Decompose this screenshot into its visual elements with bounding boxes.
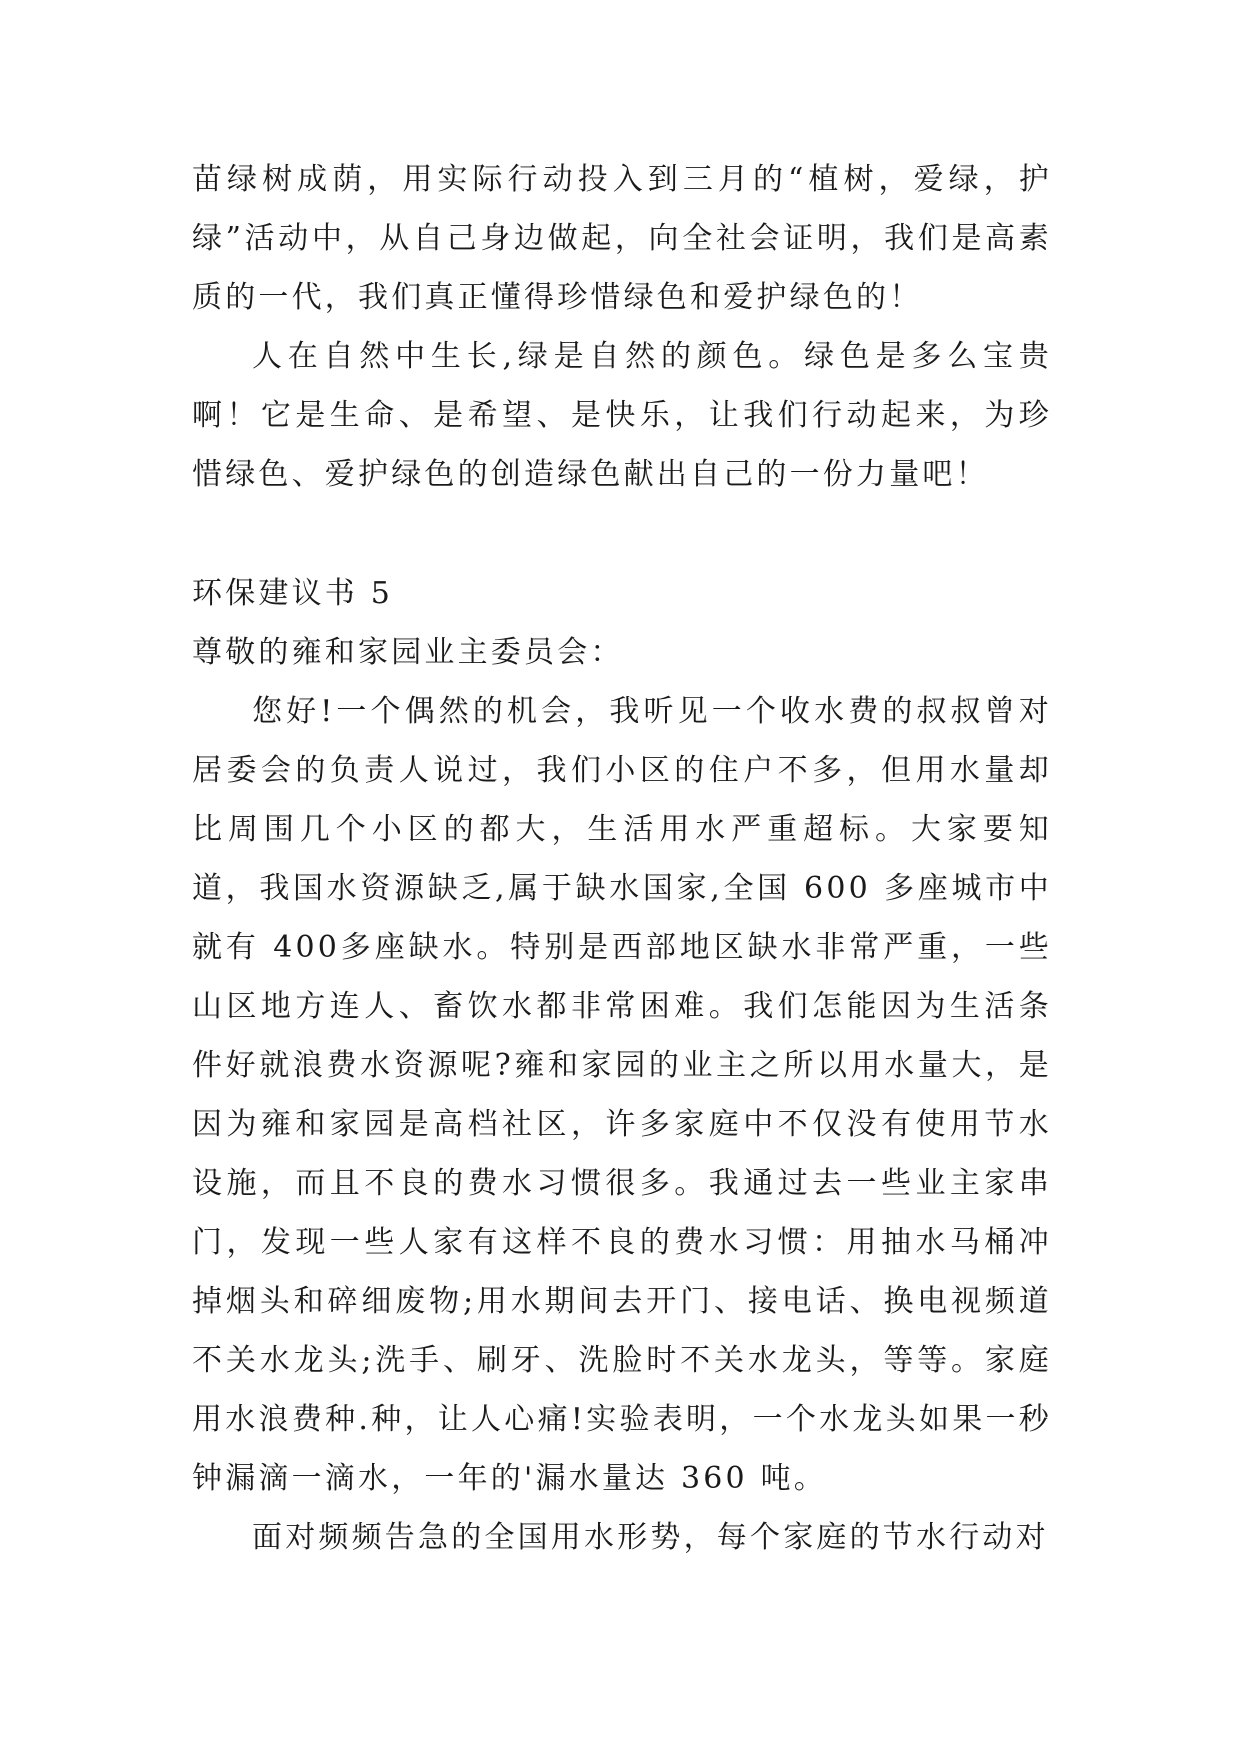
paragraph-green-nature: 人在自然中生长,绿是自然的颜色。绿色是多么宝贵啊！它是生命、是希望、是快乐，让我们行动起来，为珍惜绿色、爱护绿色的创造绿色献出自己的一份力量吧！	[192, 339, 1052, 492]
section-title: 环保建议书 5	[192, 576, 394, 611]
salutation: 尊敬的雍和家园业主委员会：	[192, 635, 624, 670]
paragraph-water-situation: 面对频频告急的全国用水形势，每个家庭的节水行动对	[252, 1520, 1049, 1555]
paragraph-tree-planting: 苗绿树成荫，用实际行动投入到三月的“植树，爱绿，护绿”活动中，从自己身边做起，向全社会证明，我们是高素质的一代，我们真正懂得珍惜绿色和爱护绿色的！	[192, 162, 1052, 315]
section-spacer	[192, 504, 1052, 564]
document-page	[192, 150, 1052, 1567]
paragraph-water-waste: 您好!一个偶然的机会，我听见一个收水费的叔叔曾对居委会的负责人说过，我们小区的住户不多，但用水量却比周围几个小区的都大，生活用水严重超标。大家要知道，我国水资源缺乏,属于缺水国家,全国 600 多座城市中就有 400多座缺水。特别是西部地区缺水非常严重，一些山区地方连人、畜饮水都非常困难。我们怎能因为生活条件好就浪费水资源呢?雍和家园的业主之所以用水量大，是因为雍和家园是高档社区，许多家庭中不仅没有使用节水设施，而且不良的费水习惯很多。我通过去一些业主家串门，发现一些人家有这样不良的费水习惯：用抽水马桶冲掉烟头和碎细废物;用水期间去开门、接电话、换电视频道不关水龙头;洗手、刷牙、洗脸时不关水龙头，等等。家庭用水浪费种.种，让人心痛!实验表明，一个水龙头如果一秒钟漏滴一滴水，一年的'漏水量达 360 吨。	[192, 694, 1052, 1496]
